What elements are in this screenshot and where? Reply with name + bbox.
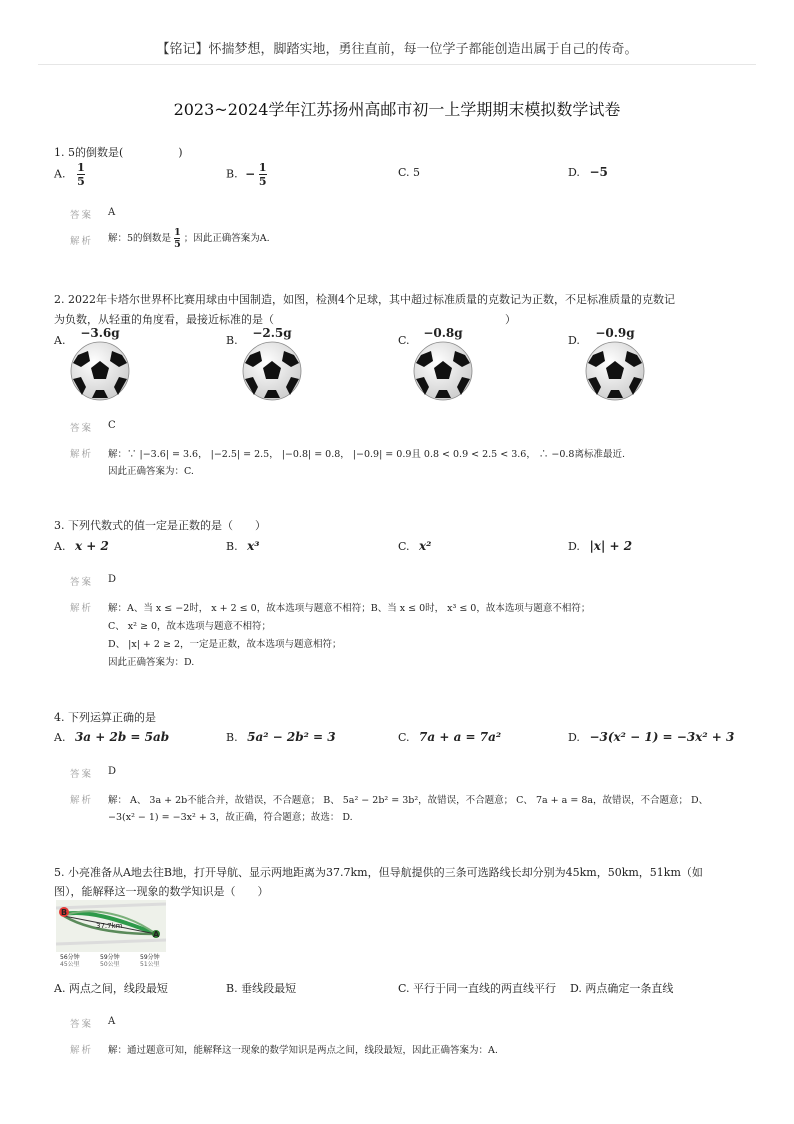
q2-stem-line1: 2. 2022年卡塔尔世界杯比赛用球由中国制造，如图，检测4个足球，其中超过标准质量的克数记为正数，不足标准质量的克数记	[54, 293, 675, 306]
q3-option-a-expr: x + 2	[74, 539, 109, 553]
q2-answer-value: C	[108, 420, 116, 431]
q3-option-c-expr: x²	[419, 539, 432, 553]
q3-answer-label: 答案	[70, 577, 94, 588]
soccer-ball-icon	[242, 341, 302, 401]
q4-answer-label: 答案	[70, 769, 94, 780]
q1-option-b-sign: −	[245, 166, 256, 181]
q3-analysis-label: 解析	[70, 603, 94, 614]
fraction-denominator: 5	[258, 175, 267, 188]
q4-option-c[interactable]	[398, 730, 501, 744]
header-divider	[38, 64, 756, 65]
map-route-1-time: 56分钟	[60, 954, 80, 961]
soccer-ball-icon	[585, 341, 645, 401]
q1-option-b-fraction	[259, 162, 267, 187]
q1-option-b-prefix: B.	[226, 167, 238, 181]
map-route-2-time: 59分钟	[100, 954, 120, 961]
q3-analysis-line4: 因此正确答案为：D.	[108, 657, 195, 668]
q5-analysis: 解：通过题意可知，能解释这一现象的数学知识是两点之间，线段最短，因此正确答案为：A.	[108, 1045, 498, 1056]
q3-option-b-prefix: B.	[226, 540, 238, 553]
q2-option-b-ball[interactable]	[240, 326, 304, 400]
q1-option-c[interactable]: C. 5	[398, 166, 421, 179]
q3-option-a-prefix: A.	[54, 540, 66, 553]
q2-option-d-weight: −0.9g	[595, 326, 635, 340]
q2-option-a-weight: −3.6g	[80, 326, 120, 340]
q5-stem-line1: 5. 小亮准备从A地去往B地，打开导航、显示两地距离为37.7km，但导航提供的三条可选路线长却分别为45km，50km，51km（如	[54, 866, 703, 879]
q4-option-b-prefix: B.	[226, 731, 238, 744]
q2-analysis-line1: 解：∵ |−3.6| = 3.6， |−2.5| = 2.5， |−0.8| = 0.8， |−0.9| = 0.9且 0.8 < 0.9 < 2.5 < 3.6， ∴ −0.8离标准最近.	[108, 449, 625, 460]
q1-answer-label: 答案	[70, 210, 94, 221]
q4-option-a-expr: 3a + 2b = 5ab	[74, 730, 170, 744]
q1-answer-value: A	[108, 207, 116, 218]
q1-option-a[interactable]	[54, 162, 85, 187]
q1-option-d[interactable]	[568, 165, 608, 179]
q5-analysis-label: 解析	[70, 1045, 94, 1056]
fraction-numerator: 1	[77, 161, 85, 174]
q1-option-d-prefix: D.	[568, 166, 580, 179]
q1-stem: 1. 5的倒数是( )	[54, 146, 183, 159]
q1-option-d-value: −5	[589, 165, 608, 179]
q4-answer-value: D	[108, 766, 117, 777]
q5-option-c[interactable]: C. 平行于同一直线的两直线平行	[398, 982, 557, 995]
q5-route-map	[56, 900, 166, 976]
page-title: 2023~2024学年江苏扬州高邮市初一上学期期末模拟数学试卷	[173, 100, 621, 119]
q1-analysis	[108, 228, 270, 249]
q4-option-d-expr: −3(x² − 1) = −3x² + 3	[589, 730, 735, 744]
q1-analysis-text-pre: 解：5的倒数是	[108, 233, 172, 244]
q1-analysis-text-post: ；因此正确答案为A.	[183, 233, 270, 244]
q3-option-d-prefix: D.	[568, 540, 580, 553]
q1-option-a-fraction	[77, 162, 85, 187]
map-route-3-time: 59分钟	[140, 954, 160, 961]
q2-option-a-prefix[interactable]: A.	[54, 334, 66, 347]
q2-answer-label: 答案	[70, 423, 94, 434]
fraction-denominator: 5	[77, 175, 85, 188]
q3-analysis-line2: C、 x² ≥ 0，故本选项与题意不相符；	[108, 621, 271, 632]
map-route-1	[60, 954, 80, 968]
q3-analysis-line1: 解：A、当 x ≤ −2时， x + 2 ≤ 0，故本选项与题意不相符；B、当 x ≤ 0时， x³ ≤ 0，故本选项与题意不相符；	[108, 603, 591, 614]
soccer-ball-icon	[70, 341, 130, 401]
q2-analysis-line2: 因此正确答案为：C.	[108, 466, 194, 477]
map-route-3-km: 51公里	[140, 961, 160, 968]
q4-option-b[interactable]	[226, 730, 336, 744]
q4-stem: 4. 下列运算正确的是	[54, 711, 156, 724]
q4-analysis-line2: −3(x² − 1) = −3x² + 3，故正确，符合题意；故选： D.	[108, 812, 353, 823]
q4-option-d-prefix: D.	[568, 731, 580, 744]
q3-option-d[interactable]	[568, 539, 632, 553]
map-route-2-km: 50公里	[100, 961, 120, 968]
q2-stem-line2: 为负数，从轻重的角度看，最接近标准的是（ ）	[54, 313, 516, 326]
q2-option-c-ball[interactable]	[411, 326, 475, 400]
q5-answer-value: A	[108, 1016, 116, 1027]
q2-option-c-weight: −0.8g	[423, 326, 463, 340]
q1-analysis-fraction	[174, 228, 181, 249]
map-route-3	[140, 954, 160, 968]
map-route-2	[100, 954, 120, 968]
q4-option-d[interactable]	[568, 730, 734, 744]
q2-option-c-prefix[interactable]: C.	[398, 334, 410, 347]
q2-option-b-prefix[interactable]: B.	[226, 334, 238, 347]
q1-analysis-label: 解析	[70, 236, 94, 247]
q5-answer-label: 答案	[70, 1019, 94, 1030]
q3-option-c-prefix: C.	[398, 540, 410, 553]
fraction-denominator: 5	[174, 239, 181, 250]
q4-option-c-expr: 7a + a = 7a²	[419, 730, 502, 744]
q4-option-a[interactable]	[54, 730, 169, 744]
q3-option-b[interactable]	[226, 539, 260, 553]
q3-option-d-expr: |x| + 2	[589, 539, 633, 553]
header-motto: 【铭记】怀揣梦想，脚踏实地，勇往直前，每一位学子都能创造出属于自己的传奇。	[156, 42, 638, 57]
q4-option-a-prefix: A.	[54, 731, 66, 744]
q4-analysis-line1: 解： A、 3a + 2b不能合并，故错误，不合题意； B、 5a² − 2b² = 3b²，故错误，不合题意； C、 7a + a = 8a，故错误，不合题意； D、	[108, 795, 709, 806]
q5-option-a[interactable]: A. 两点之间，线段最短	[54, 982, 168, 995]
q3-option-c[interactable]	[398, 539, 431, 553]
q5-stem-line2: 图），能解释这一现象的数学知识是（ ）	[54, 885, 269, 898]
q2-option-d-prefix[interactable]: D.	[568, 334, 580, 347]
fraction-numerator: 1	[258, 161, 267, 174]
q5-option-b[interactable]: B. 垂线段最短	[226, 982, 297, 995]
q1-option-a-prefix: A.	[54, 167, 66, 181]
q2-analysis-label: 解析	[70, 449, 94, 460]
q4-option-c-prefix: C.	[398, 731, 410, 744]
q3-stem: 3. 下列代数式的值一定是正数的是（ ）	[54, 519, 266, 532]
q4-analysis-label: 解析	[70, 795, 94, 806]
q3-option-b-expr: x³	[247, 539, 260, 553]
q3-option-a[interactable]	[54, 539, 109, 553]
q2-option-d-ball[interactable]	[583, 326, 647, 400]
q1-option-b[interactable]	[226, 162, 267, 187]
q4-option-b-expr: 5a² − 2b² = 3	[247, 730, 336, 744]
map-distance-label: 37.7km	[96, 922, 123, 930]
q2-option-b-weight: −2.5g	[252, 326, 292, 340]
map-point-b: B	[61, 908, 68, 917]
map-point-a: A	[153, 930, 160, 939]
q5-option-d[interactable]: D. 两点确定一条直线	[570, 982, 674, 995]
q3-analysis-line3: D、 |x| + 2 ≥ 2，一定是正数，故本选项与题意相符；	[108, 639, 342, 650]
q2-option-a-ball[interactable]	[68, 326, 132, 400]
q3-answer-value: D	[108, 574, 117, 585]
fraction-numerator: 1	[174, 227, 181, 238]
map-route-1-km: 45公里	[60, 961, 80, 968]
soccer-ball-icon	[413, 341, 473, 401]
